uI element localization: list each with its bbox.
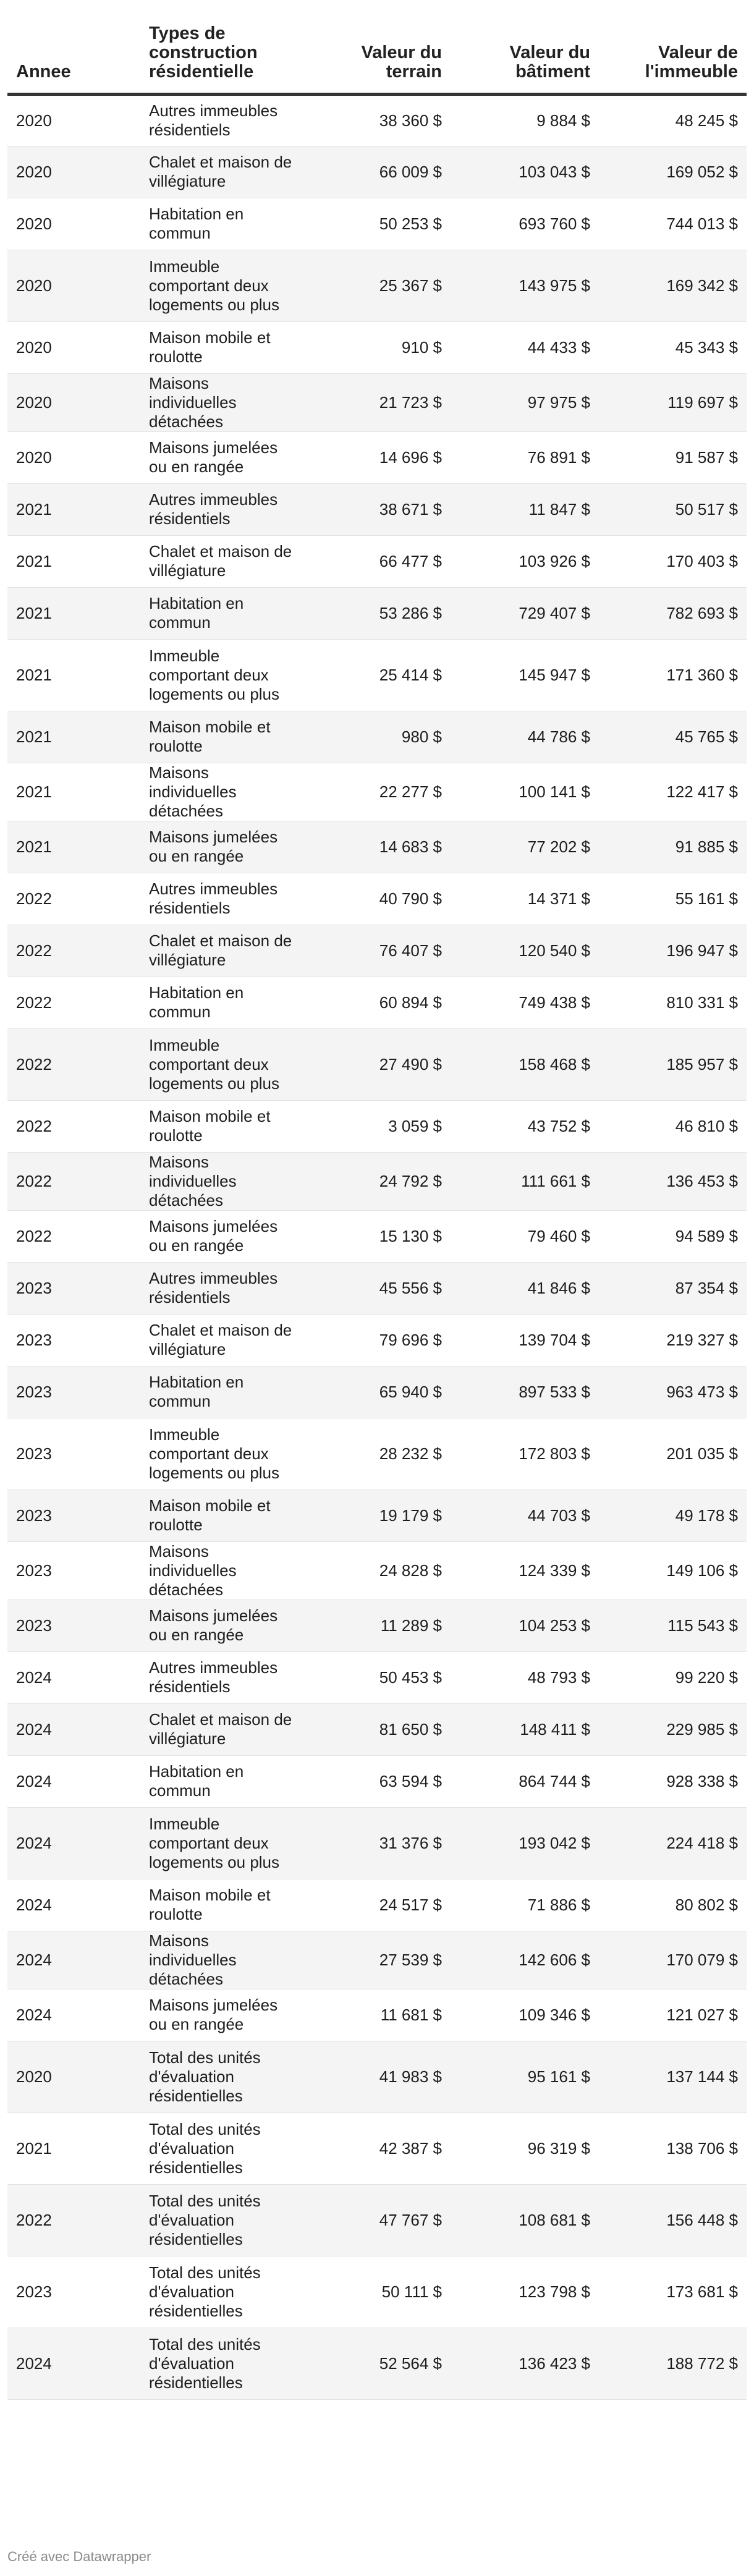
cell-construction-type: Maison mobile et roulotte (140, 1100, 302, 1152)
cell-year: 2021 (7, 639, 140, 711)
table-row (7, 1599, 747, 1651)
cell-year: 2024 (7, 1931, 140, 1989)
cell-land-value: 38 360 $ (302, 94, 451, 146)
cell-land-value: 24 828 $ (302, 1541, 451, 1599)
table-row (7, 763, 747, 821)
cell-year: 2023 (7, 1541, 140, 1599)
cell-land-value: 50 111 $ (302, 2256, 451, 2328)
cell-building-value: 48 793 $ (451, 1651, 599, 1703)
cell-property-value: 45 343 $ (599, 321, 747, 373)
cell-year: 2020 (7, 250, 140, 321)
table-row (7, 94, 747, 146)
cell-land-value: 50 253 $ (302, 198, 451, 250)
table-row (7, 1366, 747, 1418)
cell-building-value: 729 407 $ (451, 587, 599, 639)
cell-building-value: 749 438 $ (451, 977, 599, 1028)
cell-property-value: 810 331 $ (599, 977, 747, 1028)
cell-construction-type: Maisons individuelles détachées (140, 1541, 302, 1599)
cell-property-value: 138 706 $ (599, 2112, 747, 2184)
cell-building-value: 71 886 $ (451, 1879, 599, 1931)
cell-property-value: 91 885 $ (599, 821, 747, 873)
cell-construction-type: Immeuble comportant deux logements ou plus (140, 1418, 302, 1489)
cell-year: 2023 (7, 1314, 140, 1366)
table-row (7, 1879, 747, 1931)
cell-property-value: 137 144 $ (599, 2041, 747, 2112)
table-row (7, 1651, 747, 1703)
cell-construction-type: Chalet et maison de villégiature (140, 1703, 302, 1755)
table-header (7, 0, 747, 94)
cell-construction-type: Maisons jumelées ou en rangée (140, 431, 302, 483)
table-row (7, 483, 747, 535)
cell-property-value: 45 765 $ (599, 711, 747, 763)
cell-building-value: 104 253 $ (451, 1599, 599, 1651)
column-header-building-value[interactable]: Valeur du bâtiment (451, 0, 599, 94)
cell-land-value: 81 650 $ (302, 1703, 451, 1755)
cell-construction-type: Maisons individuelles détachées (140, 373, 302, 431)
cell-building-value: 77 202 $ (451, 821, 599, 873)
cell-year: 2023 (7, 2256, 140, 2328)
cell-property-value: 91 587 $ (599, 431, 747, 483)
cell-construction-type: Total des unités d'évaluation résidentielles (140, 2184, 302, 2256)
cell-year: 2022 (7, 1152, 140, 1210)
cell-year: 2021 (7, 587, 140, 639)
cell-year: 2022 (7, 1210, 140, 1262)
cell-construction-type: Maison mobile et roulotte (140, 1879, 302, 1931)
cell-building-value: 136 423 $ (451, 2328, 599, 2399)
cell-construction-type: Autres immeubles résidentiels (140, 873, 302, 925)
table-row (7, 1210, 747, 1262)
cell-land-value: 11 681 $ (302, 1989, 451, 2041)
cell-construction-type: Chalet et maison de villégiature (140, 1314, 302, 1366)
table-row (7, 321, 747, 373)
cell-property-value: 119 697 $ (599, 373, 747, 431)
cell-property-value: 782 693 $ (599, 587, 747, 639)
footer-credit: Créé avec Datawrapper (7, 2549, 151, 2564)
cell-land-value: 76 407 $ (302, 925, 451, 977)
table-row (7, 1489, 747, 1541)
cell-land-value: 66 009 $ (302, 146, 451, 198)
cell-property-value: 136 453 $ (599, 1152, 747, 1210)
cell-land-value: 47 767 $ (302, 2184, 451, 2256)
cell-construction-type: Immeuble comportant deux logements ou plus (140, 639, 302, 711)
table-row (7, 1028, 747, 1100)
cell-land-value: 22 277 $ (302, 763, 451, 821)
cell-land-value: 15 130 $ (302, 1210, 451, 1262)
cell-year: 2024 (7, 1879, 140, 1931)
cell-year: 2020 (7, 94, 140, 146)
cell-property-value: 229 985 $ (599, 1703, 747, 1755)
cell-building-value: 120 540 $ (451, 925, 599, 977)
table-row (7, 146, 747, 198)
cell-property-value: 121 027 $ (599, 1989, 747, 2041)
table-row (7, 2328, 747, 2399)
cell-property-value: 48 245 $ (599, 94, 747, 146)
cell-year: 2020 (7, 146, 140, 198)
cell-construction-type: Chalet et maison de villégiature (140, 925, 302, 977)
cell-property-value: 744 013 $ (599, 198, 747, 250)
cell-construction-type: Maison mobile et roulotte (140, 711, 302, 763)
cell-property-value: 170 079 $ (599, 1931, 747, 1989)
table-row (7, 1262, 747, 1314)
cell-land-value: 28 232 $ (302, 1418, 451, 1489)
cell-construction-type: Habitation en commun (140, 1755, 302, 1807)
cell-construction-type: Maisons jumelées ou en rangée (140, 1210, 302, 1262)
cell-year: 2020 (7, 373, 140, 431)
cell-property-value: 49 178 $ (599, 1489, 747, 1541)
cell-building-value: 14 371 $ (451, 873, 599, 925)
cell-construction-type: Chalet et maison de villégiature (140, 535, 302, 587)
cell-property-value: 80 802 $ (599, 1879, 747, 1931)
cell-year: 2024 (7, 1989, 140, 2041)
cell-building-value: 43 752 $ (451, 1100, 599, 1152)
cell-land-value: 27 539 $ (302, 1931, 451, 1989)
header-row (7, 0, 747, 94)
table-row (7, 925, 747, 977)
cell-land-value: 31 376 $ (302, 1807, 451, 1879)
table-row (7, 1541, 747, 1599)
cell-year: 2022 (7, 1100, 140, 1152)
cell-property-value: 196 947 $ (599, 925, 747, 977)
cell-land-value: 910 $ (302, 321, 451, 373)
cell-year: 2023 (7, 1366, 140, 1418)
cell-building-value: 9 884 $ (451, 94, 599, 146)
cell-construction-type: Autres immeubles résidentiels (140, 483, 302, 535)
table-row (7, 198, 747, 250)
cell-building-value: 41 846 $ (451, 1262, 599, 1314)
cell-land-value: 14 683 $ (302, 821, 451, 873)
cell-construction-type: Habitation en commun (140, 1366, 302, 1418)
cell-property-value: 115 543 $ (599, 1599, 747, 1651)
column-header-year[interactable]: Annee (7, 0, 140, 94)
cell-building-value: 139 704 $ (451, 1314, 599, 1366)
cell-construction-type: Autres immeubles résidentiels (140, 1651, 302, 1703)
cell-building-value: 100 141 $ (451, 763, 599, 821)
cell-building-value: 44 786 $ (451, 711, 599, 763)
cell-land-value: 11 289 $ (302, 1599, 451, 1651)
cell-year: 2021 (7, 763, 140, 821)
cell-construction-type: Habitation en commun (140, 198, 302, 250)
cell-property-value: 55 161 $ (599, 873, 747, 925)
cell-building-value: 124 339 $ (451, 1541, 599, 1599)
cell-construction-type: Total des unités d'évaluation résidentielles (140, 2112, 302, 2184)
cell-property-value: 156 448 $ (599, 2184, 747, 2256)
cell-property-value: 99 220 $ (599, 1651, 747, 1703)
table-row (7, 1989, 747, 2041)
cell-construction-type: Autres immeubles résidentiels (140, 94, 302, 146)
cell-construction-type: Maisons jumelées ou en rangée (140, 821, 302, 873)
table-row (7, 2112, 747, 2184)
cell-land-value: 45 556 $ (302, 1262, 451, 1314)
cell-land-value: 980 $ (302, 711, 451, 763)
cell-construction-type: Maisons individuelles détachées (140, 763, 302, 821)
cell-year: 2021 (7, 535, 140, 587)
cell-property-value: 169 052 $ (599, 146, 747, 198)
cell-building-value: 95 161 $ (451, 2041, 599, 2112)
cell-construction-type: Total des unités d'évaluation résidentielles (140, 2256, 302, 2328)
cell-year: 2022 (7, 2184, 140, 2256)
cell-property-value: 170 403 $ (599, 535, 747, 587)
cell-land-value: 27 490 $ (302, 1028, 451, 1100)
table-row (7, 587, 747, 639)
cell-property-value: 928 338 $ (599, 1755, 747, 1807)
cell-construction-type: Total des unités d'évaluation résidentielles (140, 2041, 302, 2112)
cell-property-value: 171 360 $ (599, 639, 747, 711)
data-table (7, 0, 747, 2400)
cell-land-value: 52 564 $ (302, 2328, 451, 2399)
cell-construction-type: Maisons individuelles détachées (140, 1931, 302, 1989)
table-row (7, 977, 747, 1028)
column-header-land-value[interactable]: Valeur du terrain (302, 0, 451, 94)
cell-building-value: 79 460 $ (451, 1210, 599, 1262)
cell-land-value: 3 059 $ (302, 1100, 451, 1152)
table-container (7, 0, 747, 2564)
cell-land-value: 24 517 $ (302, 1879, 451, 1931)
cell-year: 2023 (7, 1262, 140, 1314)
cell-year: 2024 (7, 1651, 140, 1703)
cell-year: 2021 (7, 821, 140, 873)
cell-year: 2022 (7, 873, 140, 925)
cell-year: 2020 (7, 2041, 140, 2112)
cell-building-value: 76 891 $ (451, 431, 599, 483)
cell-land-value: 79 696 $ (302, 1314, 451, 1366)
table-row (7, 1755, 747, 1807)
cell-building-value: 103 043 $ (451, 146, 599, 198)
cell-year: 2024 (7, 2328, 140, 2399)
cell-building-value: 44 433 $ (451, 321, 599, 373)
cell-building-value: 145 947 $ (451, 639, 599, 711)
cell-property-value: 50 517 $ (599, 483, 747, 535)
cell-construction-type: Maisons jumelées ou en rangée (140, 1599, 302, 1651)
cell-construction-type: Total des unités d'évaluation résidentielles (140, 2328, 302, 2399)
cell-building-value: 693 760 $ (451, 198, 599, 250)
cell-property-value: 87 354 $ (599, 1262, 747, 1314)
cell-year: 2021 (7, 711, 140, 763)
table-row (7, 2041, 747, 2112)
cell-construction-type: Maisons jumelées ou en rangée (140, 1989, 302, 2041)
cell-building-value: 97 975 $ (451, 373, 599, 431)
column-header-type[interactable]: Types de construction résidentielle (140, 0, 302, 94)
table-row (7, 2184, 747, 2256)
cell-property-value: 173 681 $ (599, 2256, 747, 2328)
cell-building-value: 103 926 $ (451, 535, 599, 587)
table-row (7, 535, 747, 587)
cell-building-value: 109 346 $ (451, 1989, 599, 2041)
cell-land-value: 63 594 $ (302, 1755, 451, 1807)
cell-building-value: 11 847 $ (451, 483, 599, 535)
cell-land-value: 14 696 $ (302, 431, 451, 483)
cell-building-value: 143 975 $ (451, 250, 599, 321)
cell-land-value: 41 983 $ (302, 2041, 451, 2112)
table-body (7, 94, 747, 2399)
cell-construction-type: Maison mobile et roulotte (140, 321, 302, 373)
cell-building-value: 864 744 $ (451, 1755, 599, 1807)
cell-land-value: 53 286 $ (302, 587, 451, 639)
cell-property-value: 122 417 $ (599, 763, 747, 821)
table-row (7, 821, 747, 873)
cell-construction-type: Maison mobile et roulotte (140, 1489, 302, 1541)
cell-year: 2023 (7, 1418, 140, 1489)
cell-building-value: 111 661 $ (451, 1152, 599, 1210)
cell-building-value: 193 042 $ (451, 1807, 599, 1879)
cell-year: 2022 (7, 925, 140, 977)
cell-construction-type: Chalet et maison de villégiature (140, 146, 302, 198)
cell-year: 2024 (7, 1807, 140, 1879)
cell-year: 2022 (7, 977, 140, 1028)
cell-land-value: 21 723 $ (302, 373, 451, 431)
cell-building-value: 96 319 $ (451, 2112, 599, 2184)
cell-building-value: 158 468 $ (451, 1028, 599, 1100)
cell-construction-type: Habitation en commun (140, 977, 302, 1028)
cell-property-value: 185 957 $ (599, 1028, 747, 1100)
table-row (7, 711, 747, 763)
cell-property-value: 963 473 $ (599, 1366, 747, 1418)
table-row (7, 1100, 747, 1152)
cell-property-value: 201 035 $ (599, 1418, 747, 1489)
cell-year: 2021 (7, 2112, 140, 2184)
cell-construction-type: Immeuble comportant deux logements ou plus (140, 250, 302, 321)
table-row (7, 1703, 747, 1755)
cell-land-value: 42 387 $ (302, 2112, 451, 2184)
table-row (7, 431, 747, 483)
cell-land-value: 38 671 $ (302, 483, 451, 535)
cell-construction-type: Habitation en commun (140, 587, 302, 639)
cell-construction-type: Immeuble comportant deux logements ou plus (140, 1028, 302, 1100)
cell-property-value: 46 810 $ (599, 1100, 747, 1152)
cell-land-value: 25 367 $ (302, 250, 451, 321)
cell-land-value: 25 414 $ (302, 639, 451, 711)
cell-year: 2022 (7, 1028, 140, 1100)
cell-property-value: 219 327 $ (599, 1314, 747, 1366)
cell-construction-type: Immeuble comportant deux logements ou plus (140, 1807, 302, 1879)
table-row (7, 373, 747, 431)
cell-year: 2024 (7, 1755, 140, 1807)
cell-property-value: 188 772 $ (599, 2328, 747, 2399)
column-header-property-value[interactable]: Valeur de l'immeuble (599, 0, 747, 94)
table-row (7, 1314, 747, 1366)
cell-land-value: 65 940 $ (302, 1366, 451, 1418)
cell-building-value: 897 533 $ (451, 1366, 599, 1418)
cell-building-value: 172 803 $ (451, 1418, 599, 1489)
cell-land-value: 60 894 $ (302, 977, 451, 1028)
cell-year: 2024 (7, 1703, 140, 1755)
cell-year: 2020 (7, 198, 140, 250)
cell-property-value: 149 106 $ (599, 1541, 747, 1599)
cell-property-value: 94 589 $ (599, 1210, 747, 1262)
cell-building-value: 123 798 $ (451, 2256, 599, 2328)
cell-land-value: 66 477 $ (302, 535, 451, 587)
cell-property-value: 169 342 $ (599, 250, 747, 321)
cell-building-value: 108 681 $ (451, 2184, 599, 2256)
cell-land-value: 24 792 $ (302, 1152, 451, 1210)
cell-year: 2020 (7, 431, 140, 483)
table-row (7, 1152, 747, 1210)
cell-construction-type: Maisons individuelles détachées (140, 1152, 302, 1210)
cell-land-value: 50 453 $ (302, 1651, 451, 1703)
cell-land-value: 19 179 $ (302, 1489, 451, 1541)
cell-building-value: 148 411 $ (451, 1703, 599, 1755)
cell-year: 2020 (7, 321, 140, 373)
table-row (7, 250, 747, 321)
cell-property-value: 224 418 $ (599, 1807, 747, 1879)
cell-land-value: 40 790 $ (302, 873, 451, 925)
table-row (7, 1807, 747, 1879)
cell-building-value: 142 606 $ (451, 1931, 599, 1989)
cell-year: 2023 (7, 1489, 140, 1541)
table-row (7, 1931, 747, 1989)
cell-year: 2023 (7, 1599, 140, 1651)
table-row (7, 873, 747, 925)
cell-building-value: 44 703 $ (451, 1489, 599, 1541)
cell-year: 2021 (7, 483, 140, 535)
table-row (7, 2256, 747, 2328)
table-row (7, 639, 747, 711)
cell-construction-type: Autres immeubles résidentiels (140, 1262, 302, 1314)
table-row (7, 1418, 747, 1489)
